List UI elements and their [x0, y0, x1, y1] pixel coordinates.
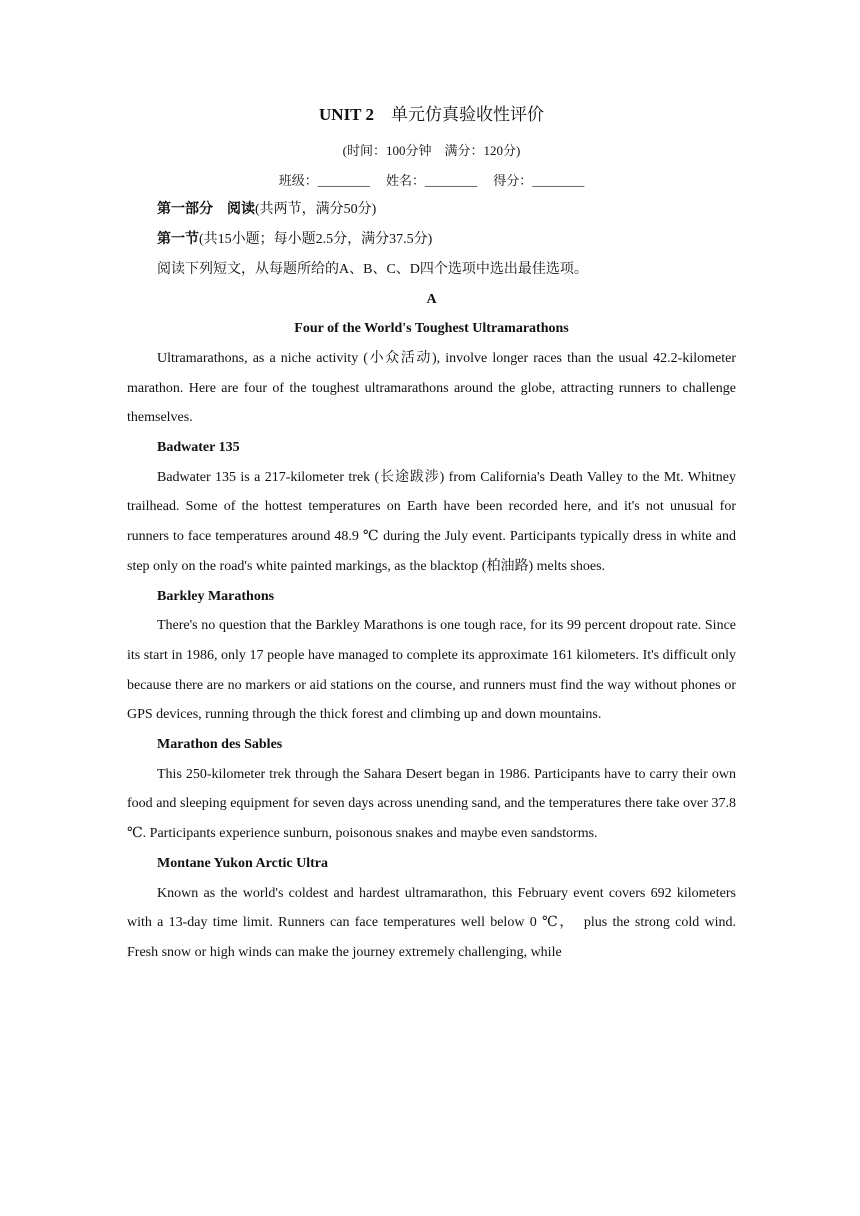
page-title — [127, 100, 736, 130]
item-heading-sables: Marathon des Sables — [157, 737, 283, 753]
item-text-yukon: Known as the world's coldest and hardest ultramarathon, this February event covers 692 kilometers with a 13-day time limit. Runners can face temperatures well below 0 ℃， plus the strong cold wind. Fresh snow or high winds can make the journey extremely challenging, while — [127, 885, 736, 960]
passage-letter: A — [426, 291, 437, 307]
item-heading-yukon: Montane Yukon Arctic Ultra — [157, 855, 328, 871]
score-field: 得分：________ — [493, 172, 585, 188]
part-one-heading — [127, 195, 736, 225]
section-one-heading — [127, 225, 736, 255]
item-heading-badwater: Badwater 135 — [157, 440, 240, 456]
item-text-badwater: Badwater 135 is a 217-kilometer trek (长途跋涉) from California's Death Valley to the Mt. Whitney trailhead. Some of the hottest temperatures on Earth have been recorded here, and it's not unusual for runners to face temperatures around 48.9 ℃ during the July event. Participants typically dress in white and step only on the road's white painted markings, as the blacktop (柏油路) melts shoes. — [127, 469, 736, 574]
item-text-barkley: There's no question that the Barkley Marathons is one tough race, for its 99 percent dropout rate. Since its start in 1986, only 17 people have managed to complete its approximate 161 kilometers. It's difficult only because there are no markers or aid stations on the course, and runners must find the way without phones or GPS devices, running through the thick forest and climbing up and down mountains. — [127, 618, 736, 723]
unit-title-cn: 单元仿真验收性评价 — [390, 105, 544, 124]
passage-intro: Ultramarathons, as a niche activity (小众活动), involve longer races than the usual 42.2-kilometer marathon. Here are four of the toughest ultramarathons around the globe, attracting runners to challenge themselves. — [127, 350, 736, 426]
section-one-note: (共15小题；每小题2.5分，满分37.5分) — [199, 232, 433, 248]
part-one-note: (共两节，满分50分) — [255, 202, 377, 218]
section-one-label: 第一节 — [157, 232, 199, 248]
instructions: 阅读下列短文，从每题所给的A、B、C、D四个选项中选出最佳选项。 — [157, 261, 588, 277]
document-page — [127, 100, 736, 968]
time-info: (时间：100分钟 满分：120分) — [342, 143, 521, 158]
item-text-sables: This 250-kilometer trek through the Sahara Desert began in 1986. Participants have to carry their own food and sleeping equipment for seven days across unending sand, and the temperatures there take over 37.8 ℃. Participants experience sunburn, poisonous snakes and maybe even sandstorms. — [127, 766, 736, 842]
class-field: 班级：________ — [278, 172, 370, 188]
unit-label: UNIT 2 — [319, 105, 374, 124]
student-info-row — [127, 166, 736, 196]
name-field: 姓名：________ — [385, 172, 477, 188]
passage-title: Four of the World's Toughest Ultramarathons — [294, 321, 569, 337]
part-one-label: 第一部分 阅读 — [157, 202, 255, 218]
item-heading-barkley: Barkley Marathons — [157, 588, 275, 604]
